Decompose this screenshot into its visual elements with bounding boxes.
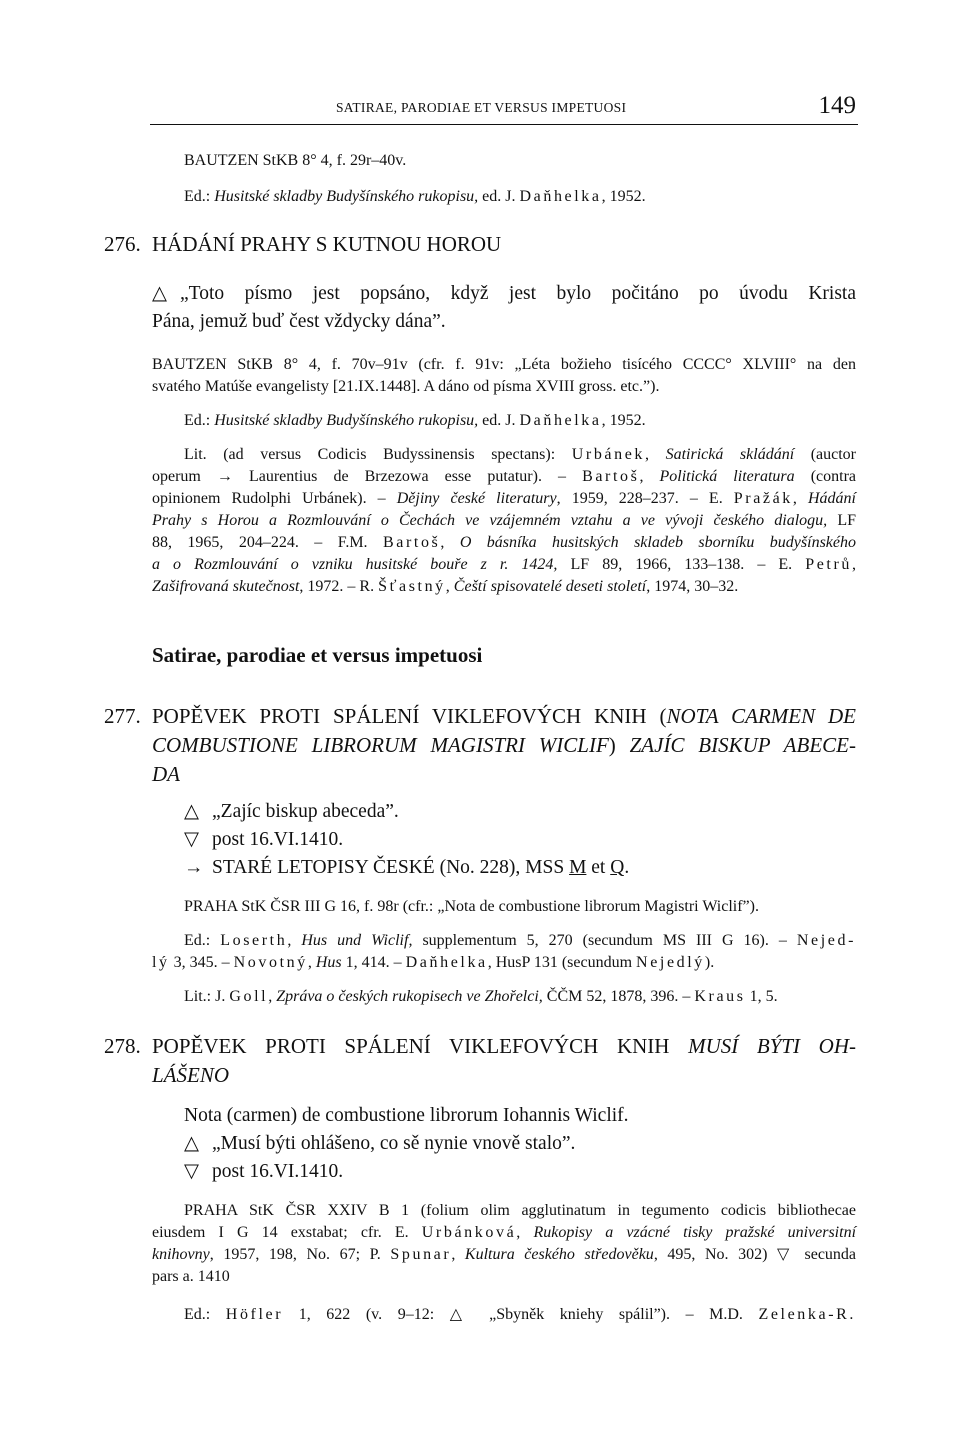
e277-date: ▽ post 16.VI.1410. — [184, 826, 343, 854]
e275-edition: Ed.: Husitské skladby Budyšínského rukopisu, ed. J. Daňhelka, 1952. — [184, 188, 646, 205]
triangle-up-icon: △ — [184, 801, 199, 822]
e277-number: 277. — [104, 704, 141, 728]
e277-edition: Ed.: Loserth, Hus und Wiclif, supplementum 5, 270 (secundum MS III G 16). – Nejed- lý 3, 345. – Novotný, Hus 1, 414. – Daňhelka, HusP 131 (secundum Nejedlý). — [152, 932, 857, 971]
e278-latin-title: Nota (carmen) de combustione librorum Iohannis Wiclif. — [184, 1105, 629, 1126]
e276-title: HÁDÁNÍ PRAHY S KUTNOU HOROU — [152, 232, 502, 256]
e276-number: 276. — [104, 232, 141, 256]
triangle-up-icon: △ — [184, 1133, 199, 1154]
e278-incipit: △ „Musí býti ohlášeno, co sě nynie vnově stalo”. — [184, 1130, 575, 1158]
page-number: 149 — [818, 92, 856, 119]
e276-edition: Ed.: Husitské skladby Budyšínského rukopisu, ed. J. Daňhelka, 1952. — [184, 412, 646, 429]
e275-manuscript: BAUTZEN StKB 8° 4, f. 29r–40v. — [184, 152, 407, 169]
triangle-down-icon: ▽ — [184, 1161, 199, 1182]
triangle-down-icon: ▽ — [184, 829, 199, 850]
arrow-right-icon: → — [184, 857, 204, 878]
e277-reference: → STARÉ LETOPISY ČESKÉ (No. 228), MSS M et Q. — [184, 854, 629, 882]
e277-literature: Lit.: J. Goll, Zpráva o českých rukopisech ve Zhořelci, ČČM 52, 1878, 396. – Kraus 1, 5. — [184, 988, 778, 1005]
e278-edition: Ed.: Höfler 1, 622 (v. 9–12: △ „Sbyněk kniehy spálil”). – M.D. Zelenka-R. — [184, 1306, 857, 1323]
e276-incipit-line1: △ „Toto písmo jest popsáno, když jest bylo počitáno po úvodu Krista — [152, 280, 856, 308]
e278-title: POPĚVEK PROTI SPÁLENÍ VIKLEFOVÝCH KNIH MUSÍ BÝTI OH- LÁŠENO — [152, 1034, 856, 1087]
e276-manuscript-line2: svatého Matúše evangelisty [21.IX.1448]. A dáno od písma XVIII gross. etc.”). — [152, 378, 660, 395]
e278-date: ▽ post 16.VI.1410. — [184, 1158, 343, 1186]
e276-literature: Lit. (ad versus Codicis Budyssinensis spectans): Urbánek, Satirická skládání (auctor operum → Laurentius de Brzezowa esse putatur). – Bartoš, Politická literatura (contra opinionem Rudolphi Urbánek). – Dějiny české literatury, 1959, 228–237. – E. Pražák, Hádání Prahy s Horou a Rozmlouvání o Čechách ve vzájemném vztahu a ve vývoji českého dialogu, LF 88, 1965, 204–224. – F.M. Bartoš, O básníka husitských skladeb sborníku budyšínského a o Rozmlouvání o vzniku husitské bouře z r. 1424, LF 89, 1966, 133–138. – E. Petrů, Zašifrovaná skutečnost, 1972. – R. Šťastný, Čeští spisovatelé deseti století, 1974, 30–32. — [152, 446, 857, 595]
triangle-up-icon: △ — [152, 283, 167, 304]
running-header — [150, 92, 858, 125]
running-title: SATIRAE, PARODIAE ET VERSUS IMPETUOSI — [336, 100, 627, 115]
e278-number: 278. — [104, 1034, 141, 1058]
e277-title: POPĚVEK PROTI SPÁLENÍ VIKLEFOVÝCH KNIH (NOTA CARMEN DE COMBUSTIONE LIBRORUM MAGISTRI WICLIF) ZAJÍC BISKUP ABECE- DA — [152, 704, 856, 786]
e276-incipit-line2: Pána, jemuž buď čest vždycky dána”. — [152, 311, 446, 332]
e277-manuscript: PRAHA StK ČSR III G 16, f. 98r (cfr.: „Nota de combustione librorum Magistri Wiclif”). — [184, 898, 759, 915]
e277-incipit: △ „Zajíc biskup abeceda”. — [184, 798, 399, 826]
e276-manuscript-line1: BAUTZEN StKB 8° 4, f. 70v–91v (cfr. f. 91v: „Léta božieho tisícého CCCC° XLVIII° na den — [152, 356, 856, 373]
e278-manuscript: PRAHA StK ČSR XXIV B 1 (folium olim agglutinatum in tegumento codicis bibliothecae eiusdem I G 14 exstabat; cfr. E. Urbánková, Rukopisy a vzácné tisky pražské universitní knihovny, 1957, 198, No. 67; P. Spunar, Kultura českého středověku, 495, No. 302) ▽ secunda pars a. 1410 — [152, 1202, 857, 1285]
section-title: Satirae, parodiae et versus impetuosi — [152, 643, 483, 667]
